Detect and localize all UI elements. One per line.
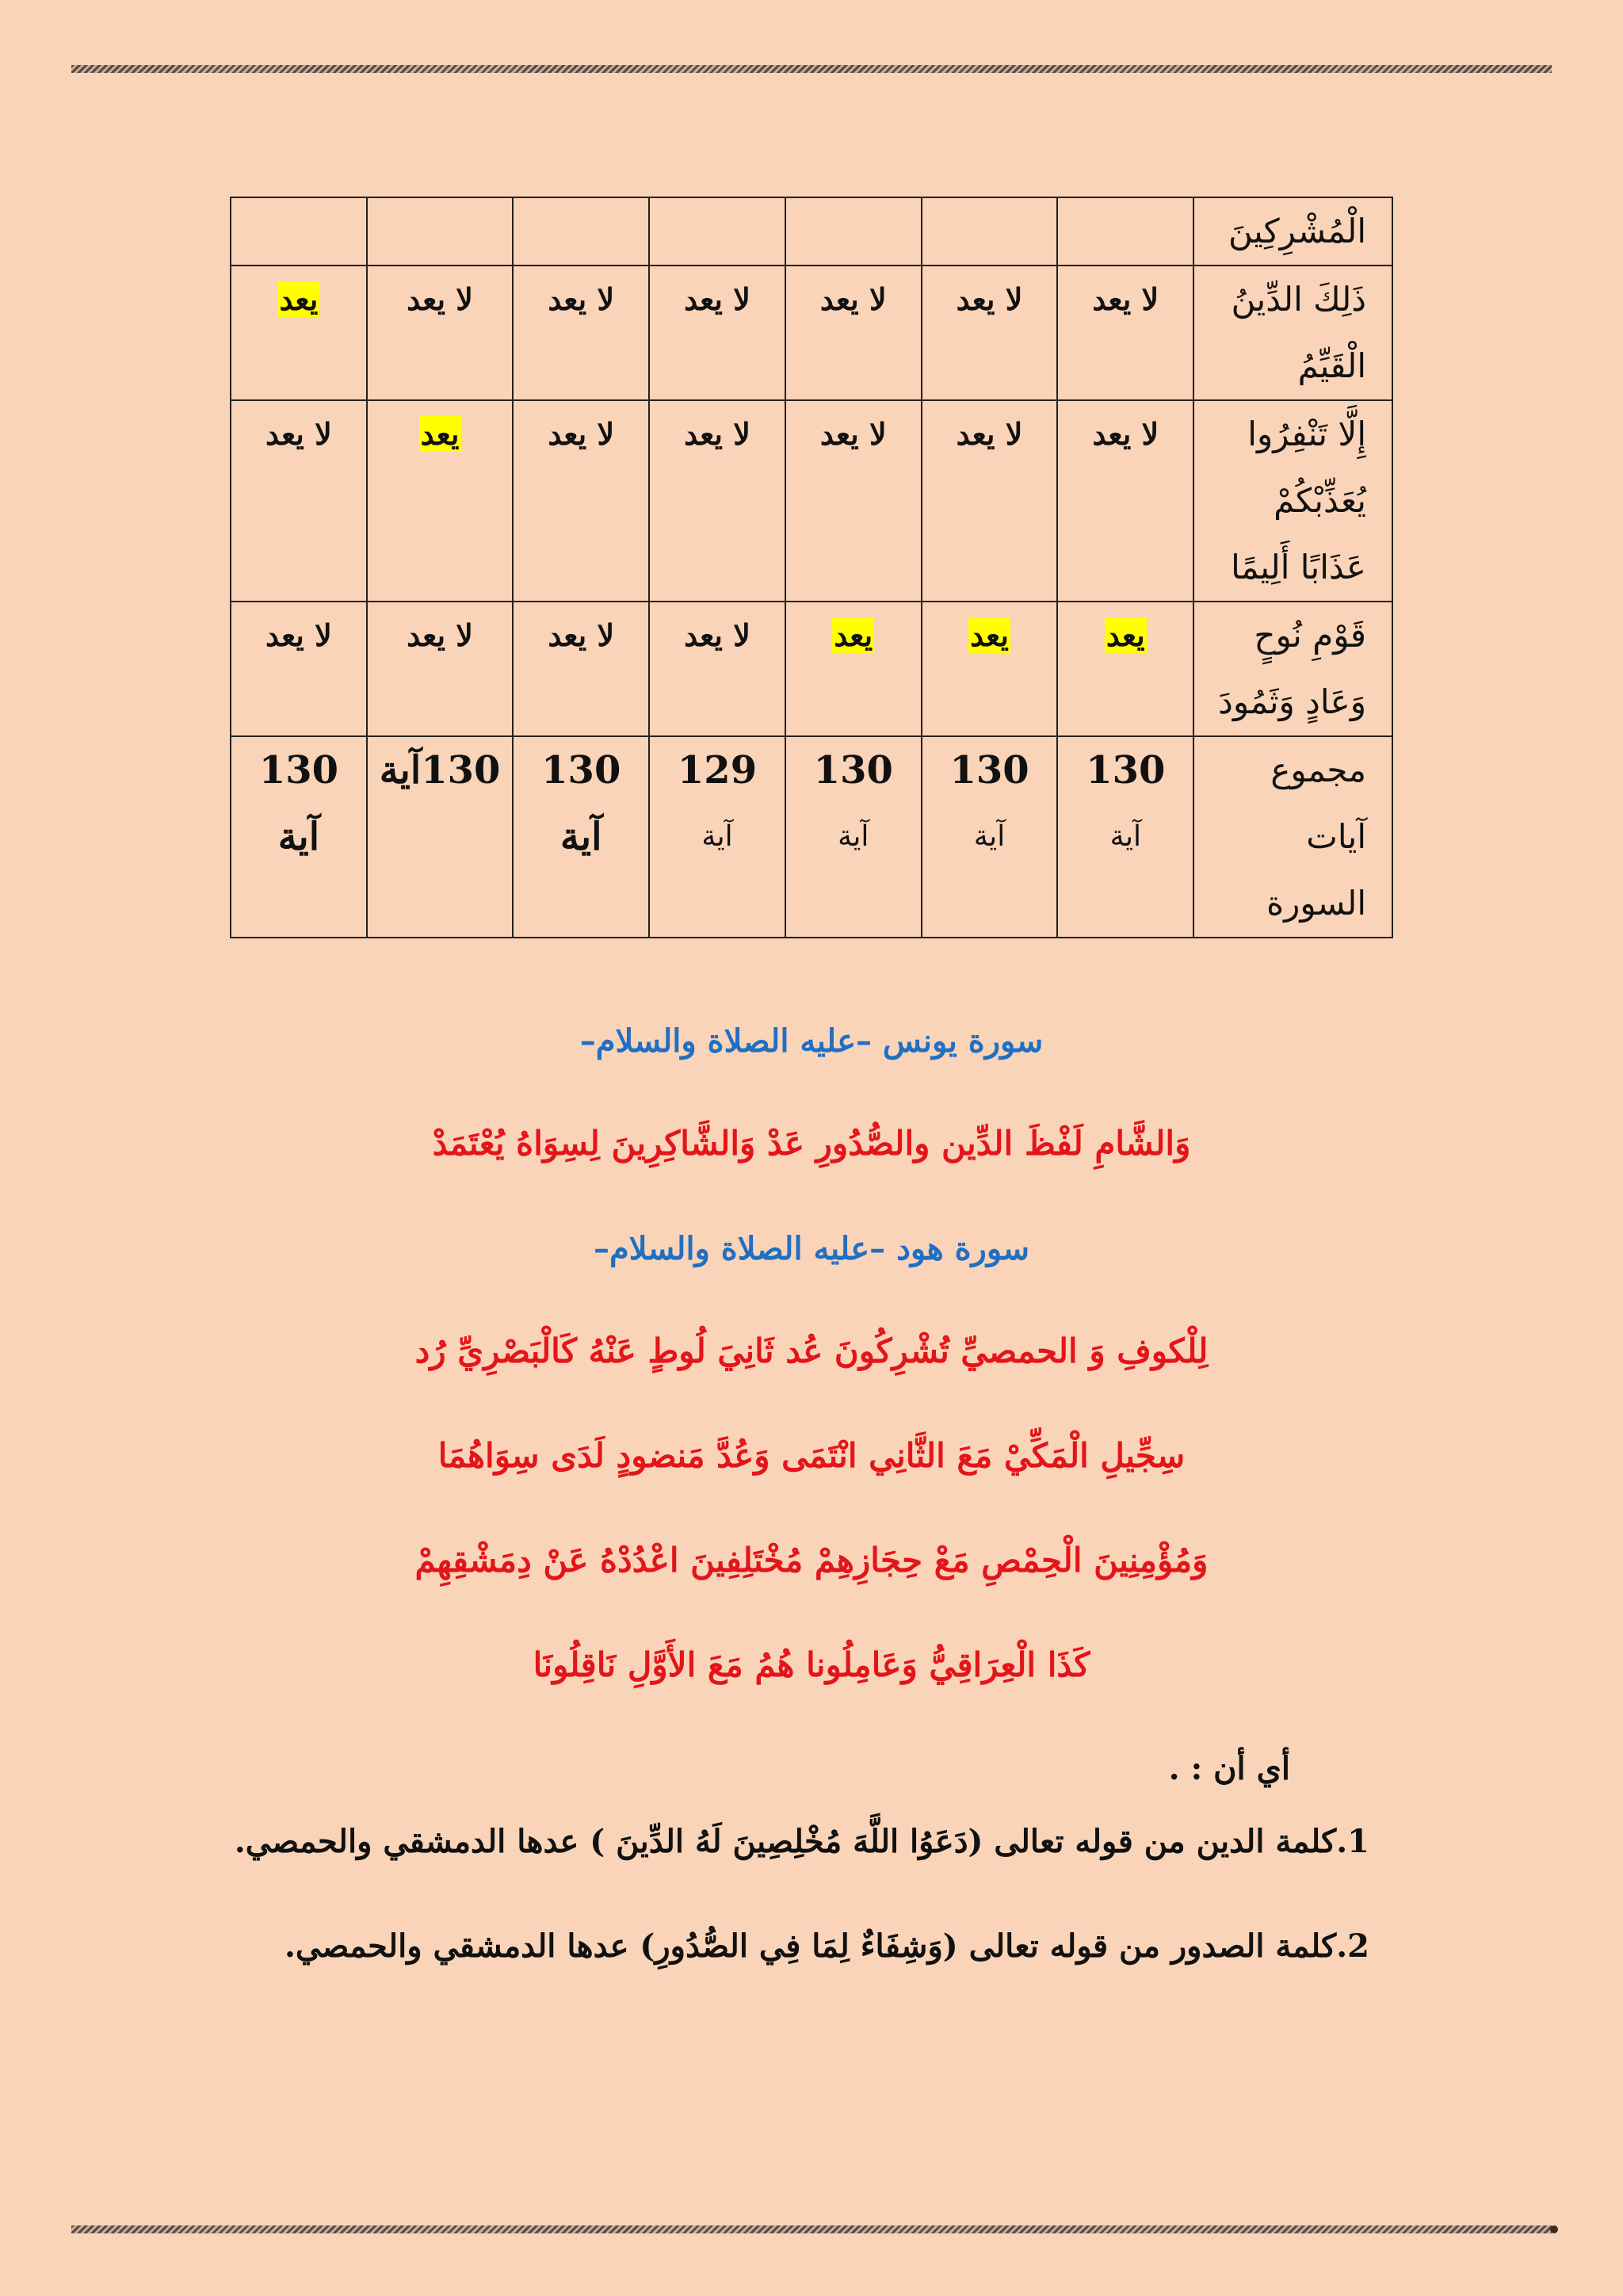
table-cell (231, 266, 367, 400)
table-cell (649, 400, 785, 602)
note-item-1: 1.كلمة الدين من قوله تعالى (دَعَوُا اللَّهَ مُخْلِصِينَ لَهُ الدِّينَ ) عدها الدمشقي والحمصي. (234, 1823, 1369, 1860)
table-row (231, 400, 1392, 602)
total-value: 130 (1086, 748, 1166, 793)
total-value: 130 (813, 748, 893, 793)
total-value: 130 (949, 748, 1029, 793)
cell-value-highlighted: يعد (970, 617, 1009, 653)
hud-verse-4: كَذَا الْعِرَاقِيُّ وَعَامِلُونا هُمُ مَعَ الأَوَّلِ نَاقِلُونَا (533, 1645, 1090, 1684)
total-value: 129 (677, 748, 758, 793)
notes-intro: أي أن : . (1168, 1750, 1290, 1787)
table-cell (231, 400, 367, 602)
table-cell (367, 197, 514, 266)
total-unit: آية (701, 820, 733, 853)
table-cell (513, 266, 649, 400)
table-cell (922, 266, 1058, 400)
cell-value: لا يعد (548, 281, 615, 317)
cell-value: لا يعد (956, 281, 1023, 317)
cell-value-highlighted: يعد (1106, 617, 1145, 653)
table-row (231, 266, 1392, 400)
hud-verse-1: لِلْكوفِ وَ الحمصيِّ تُشْرِكُونَ عُد ثَانِيَ لُوطٍ عَنْهُ كَالْبَصْرِيِّ رُد (414, 1331, 1209, 1370)
total-value: 130 آية (258, 748, 339, 859)
yunus-verse: وَالشَّامِ لَفْظَ الدِّين والصُّدُورِ عَدْ وَالشَّاكِرِينَ لِسِوَاهُ يُعْتَمَدْ (432, 1124, 1191, 1163)
cell-value: لا يعد (265, 416, 332, 452)
table-cell (367, 602, 514, 736)
total-cell (367, 736, 514, 938)
table-row (231, 602, 1392, 736)
table-cell (513, 602, 649, 736)
hud-verse-2: سِجِّيلِ الْمَكِّيْ مَعَ الثَّانِي انْتَمَى وَعُدَّ مَنضودٍ لَدَى سِوَاهُمَا (437, 1436, 1186, 1475)
table-cell (367, 400, 514, 602)
row-label: قَوْمِ نُوحٍ وَعَادٍ وَثَمُودَ (1193, 602, 1392, 736)
bottom-border (71, 2225, 1552, 2233)
border-dot (1550, 2225, 1558, 2233)
table-cell (649, 266, 785, 400)
total-value: 130آية (379, 748, 501, 793)
hud-verse-3: وَمُؤْمِنِينَ الْحِمْصِ مَعْ حِجَازِهِمْ مُخْتَلِفِينَ اعْدُدْهُ عَنْ دِمَشْقِهِمْ (414, 1541, 1209, 1580)
cell-value: لا يعد (407, 617, 473, 653)
verse-count-table (230, 197, 1393, 938)
note-item-2: 2.كلمة الصدور من قوله تعالى (وَشِفَاءٌ لِمَا فِي الصُّدُورِ) عدها الدمشقي والحمصي. (285, 1927, 1369, 1965)
table-cell (785, 602, 922, 736)
table-cell (922, 197, 1058, 266)
total-cell (649, 736, 785, 938)
total-cell (785, 736, 922, 938)
cell-value: لا يعد (819, 281, 887, 317)
total-cell (1057, 736, 1193, 938)
table-cell (922, 602, 1058, 736)
table-row-totals (231, 736, 1392, 938)
table-cell (785, 266, 922, 400)
table-cell (1057, 602, 1193, 736)
row-label: إِلَّا تَنْفِرُوا يُعَذِّبْكُمْ عَذَابًا أَلِيمًا (1193, 400, 1392, 602)
table-cell (1057, 266, 1193, 400)
yunus-title: سورة يونس –عليه الصلاة والسلام– (579, 1022, 1044, 1060)
table-cell (513, 400, 649, 602)
cell-value: لا يعد (684, 617, 750, 653)
cell-value-highlighted: يعد (834, 617, 873, 653)
cell-value: لا يعد (548, 416, 615, 452)
cell-value-highlighted: يعد (279, 281, 319, 317)
cell-value: لا يعد (819, 416, 887, 452)
table-cell (367, 266, 514, 400)
total-unit: آية (973, 820, 1006, 853)
table-cell (513, 197, 649, 266)
table-cell (231, 197, 367, 266)
table-cell (649, 197, 785, 266)
row-label: الْمُشْرِكِينَ (1193, 197, 1392, 266)
cell-value: لا يعد (1092, 281, 1159, 317)
cell-value: لا يعد (684, 281, 750, 317)
table-cell (1057, 400, 1193, 602)
table-cell (785, 400, 922, 602)
total-cell (231, 736, 367, 938)
hud-title: سورة هود –عليه الصلاة والسلام– (593, 1230, 1030, 1267)
total-cell (922, 736, 1058, 938)
total-unit: آية (1109, 820, 1141, 853)
cell-value: لا يعد (265, 617, 332, 653)
table-cell (231, 602, 367, 736)
cell-value-highlighted: يعد (420, 416, 460, 452)
cell-value: لا يعد (407, 281, 473, 317)
cell-value: لا يعد (548, 617, 615, 653)
total-cell (513, 736, 649, 938)
row-label: ذَلِكَ الدِّينُ الْقَيِّمُ (1193, 266, 1392, 400)
cell-value: لا يعد (684, 416, 750, 452)
top-border (71, 65, 1552, 73)
cell-value: لا يعد (1092, 416, 1159, 452)
table-cell (785, 197, 922, 266)
row-label: مجموع آيات السورة (1193, 736, 1392, 938)
table-cell (649, 602, 785, 736)
total-value: 130 آية (541, 748, 621, 859)
table-cell (922, 400, 1058, 602)
table-row (231, 197, 1392, 266)
table-cell (1057, 197, 1193, 266)
cell-value: لا يعد (956, 416, 1023, 452)
total-unit: آية (838, 820, 869, 853)
